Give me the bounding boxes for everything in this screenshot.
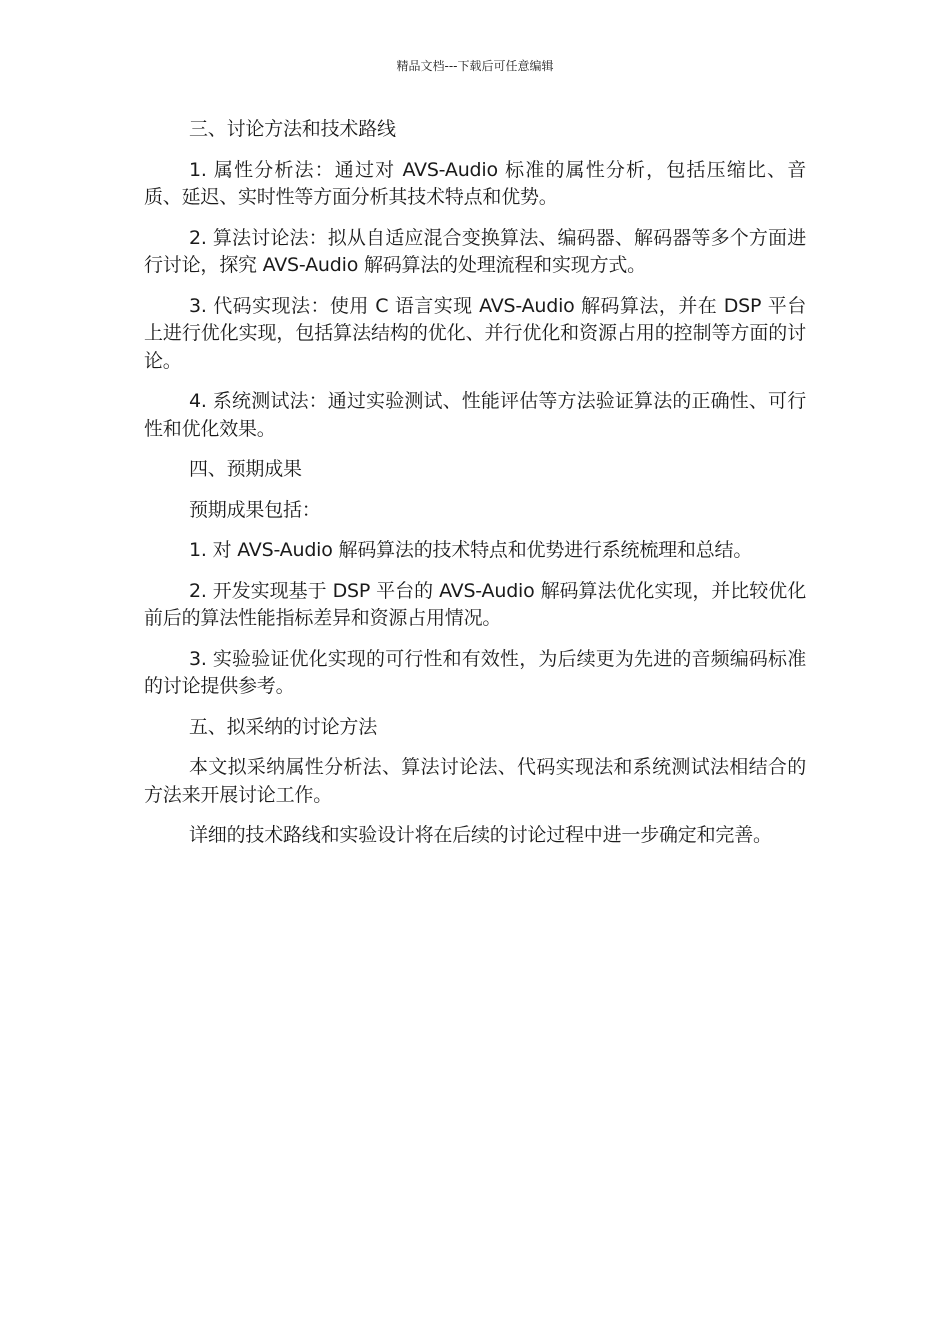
paragraph-attribute-analysis: 1. 属性分析法：通过对 AVS-Audio 标准的属性分析，包括压缩比、音质、延迟、实时性等方面分析其技术特点和优势。	[144, 158, 806, 208]
section-heading-methods: 三、讨论方法和技术路线	[189, 118, 396, 140]
paragraph-results-intro: 预期成果包括：	[189, 498, 321, 521]
paragraph-result-2: 2. 开发实现基于 DSP 平台的 AVS-Audio 解码算法优化实现，并比较优化前后的算法性能指标差异和资源占用情况。	[144, 579, 806, 629]
section-heading-expected-results: 四、预期成果	[189, 458, 302, 480]
paragraph-adopted-methods: 本文拟采纳属性分析法、算法讨论法、代码实现法和系统测试法相结合的方法来开展讨论工作。	[144, 756, 806, 806]
page-header: 精品文档---下载后可任意编辑	[396, 59, 554, 73]
paragraph-technical-route: 详细的技术路线和实验设计将在后续的讨论过程中进一步确定和完善。	[189, 824, 772, 846]
section-heading-adopted-methods: 五、拟采纳的讨论方法	[189, 715, 378, 738]
paragraph-system-testing: 4. 系统测试法：通过实验测试、性能评估等方法验证算法的正确性、可行性和优化效果。	[144, 390, 806, 440]
document-body	[144, 116, 806, 863]
paragraph-code-implementation: 3. 代码实现法：使用 C 语言实现 AVS-Audio 解码算法，并在 DSP 平台上进行优化实现，包括算法结构的优化、并行优化和资源占用的控制等方面的讨论。	[144, 294, 806, 372]
paragraph-result-3: 3. 实验验证优化实现的可行性和有效性，为后续更为先进的音频编码标准的讨论提供参考。	[144, 647, 806, 697]
paragraph-algorithm-discussion: 2. 算法讨论法：拟从自适应混合变换算法、编码器、解码器等多个方面进行讨论，探究 AVS-Audio 解码算法的处理流程和实现方式。	[144, 226, 806, 276]
paragraph-result-1: 1. 对 AVS-Audio 解码算法的技术特点和优势进行系统梳理和总结。	[189, 539, 753, 561]
